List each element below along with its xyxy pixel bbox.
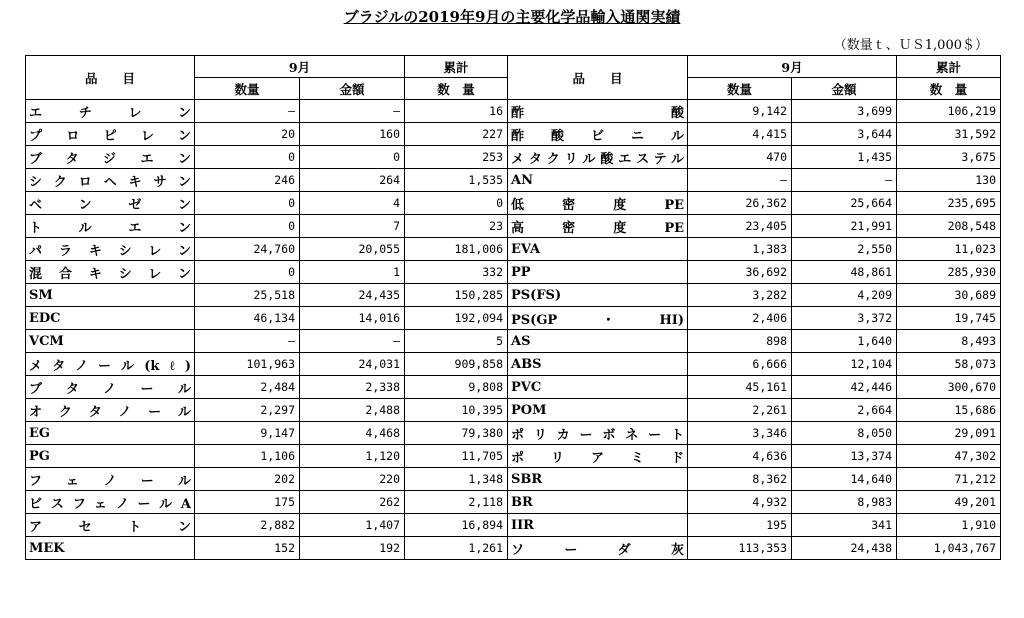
quantity-cell: 101,963: [195, 353, 300, 376]
cumulative-cell: 23: [405, 215, 508, 238]
header-cumulative-left: 累計: [405, 56, 508, 78]
amount-cell: 1,435: [792, 146, 897, 169]
item-name: PP: [508, 261, 688, 284]
cumulative-cell: 58,073: [897, 353, 1001, 376]
cumulative-cell: 10,395: [405, 399, 508, 422]
cumulative-cell: 181,006: [405, 238, 508, 261]
item-name: ソーダ灰: [508, 537, 688, 560]
cumulative-cell: 30,689: [897, 284, 1001, 307]
cumulative-cell: 208,548: [897, 215, 1001, 238]
header-item-left: 品 目: [26, 56, 195, 100]
cumulative-cell: 253: [405, 146, 508, 169]
item-name: トルエン: [26, 215, 195, 238]
quantity-cell: 20: [195, 123, 300, 146]
quantity-cell: 2,406: [688, 307, 792, 330]
quantity-cell: 202: [195, 468, 300, 491]
cumulative-cell: 192,094: [405, 307, 508, 330]
cumulative-cell: 19,745: [897, 307, 1001, 330]
item-name: BR: [508, 491, 688, 514]
cumulative-cell: 49,201: [897, 491, 1001, 514]
cumulative-cell: 3,675: [897, 146, 1001, 169]
quantity-cell: 4,932: [688, 491, 792, 514]
quantity-cell: 2,882: [195, 514, 300, 537]
header-amount-left: 金額: [300, 78, 405, 100]
cumulative-cell: 0: [405, 192, 508, 215]
table-row: [26, 491, 1001, 514]
item-name: AN: [508, 169, 688, 192]
item-name: オクタノール: [26, 399, 195, 422]
amount-cell: 1,407: [300, 514, 405, 537]
header-cum-quantity-right: 数 量: [897, 78, 1001, 100]
item-name: VCM: [26, 330, 195, 353]
header-item-right: 品 目: [508, 56, 688, 100]
amount-cell: 24,435: [300, 284, 405, 307]
item-name: AS: [508, 330, 688, 353]
unit-note: （数量ｔ、ＵＳ1,000＄）: [833, 38, 988, 53]
item-name: PS(GP・HI): [508, 307, 688, 330]
header-month-left: 9月: [195, 56, 405, 78]
quantity-cell: 4,636: [688, 445, 792, 468]
import-table: [25, 55, 1001, 560]
amount-cell: 3,699: [792, 100, 897, 123]
quantity-cell: 0: [195, 146, 300, 169]
amount-cell: 25,664: [792, 192, 897, 215]
quantity-cell: 2,261: [688, 399, 792, 422]
cumulative-cell: 150,285: [405, 284, 508, 307]
quantity-cell: —: [195, 330, 300, 353]
item-name: アセトン: [26, 514, 195, 537]
item-name: パラキシレン: [26, 238, 195, 261]
item-name: SM: [26, 284, 195, 307]
quantity-cell: 2,484: [195, 376, 300, 399]
quantity-cell: 0: [195, 261, 300, 284]
item-name: メタクリル酸エステル: [508, 146, 688, 169]
cumulative-cell: 2,118: [405, 491, 508, 514]
cumulative-cell: 47,302: [897, 445, 1001, 468]
table-row: [26, 192, 1001, 215]
amount-cell: 2,488: [300, 399, 405, 422]
header-cum-quantity-left: 数 量: [405, 78, 508, 100]
table-row: [26, 330, 1001, 353]
table-row: [26, 146, 1001, 169]
table-row: [26, 169, 1001, 192]
cumulative-cell: 79,380: [405, 422, 508, 445]
table-row: [26, 537, 1001, 560]
quantity-cell: 113,353: [688, 537, 792, 560]
cumulative-cell: 1,348: [405, 468, 508, 491]
amount-cell: 8,050: [792, 422, 897, 445]
amount-cell: 4: [300, 192, 405, 215]
item-name: エチレン: [26, 100, 195, 123]
quantity-cell: 9,147: [195, 422, 300, 445]
quantity-cell: 175: [195, 491, 300, 514]
table-row: [26, 468, 1001, 491]
quantity-cell: 898: [688, 330, 792, 353]
item-name: ABS: [508, 353, 688, 376]
quantity-cell: 1,106: [195, 445, 300, 468]
item-name: EDC: [26, 307, 195, 330]
quantity-cell: 470: [688, 146, 792, 169]
item-name: メタノール(kℓ): [26, 353, 195, 376]
header-cumulative-right: 累計: [897, 56, 1001, 78]
item-name: ポリアミド: [508, 445, 688, 468]
amount-cell: 42,446: [792, 376, 897, 399]
item-name: ポリカーボネート: [508, 422, 688, 445]
item-name: EVA: [508, 238, 688, 261]
item-name: ビスフェノールA: [26, 491, 195, 514]
amount-cell: 48,861: [792, 261, 897, 284]
quantity-cell: 3,346: [688, 422, 792, 445]
amount-cell: 4,468: [300, 422, 405, 445]
cumulative-cell: 106,219: [897, 100, 1001, 123]
cumulative-cell: 8,493: [897, 330, 1001, 353]
amount-cell: 14,016: [300, 307, 405, 330]
quantity-cell: 24,760: [195, 238, 300, 261]
amount-cell: 264: [300, 169, 405, 192]
table-row: [26, 445, 1001, 468]
amount-cell: 7: [300, 215, 405, 238]
table-body: [26, 100, 1001, 560]
quantity-cell: 45,161: [688, 376, 792, 399]
quantity-cell: —: [195, 100, 300, 123]
page-title: ブラジルの2019年9月の主要化学品輸入通関実績: [343, 8, 681, 26]
cumulative-cell: 1,910: [897, 514, 1001, 537]
cumulative-cell: 15,686: [897, 399, 1001, 422]
cumulative-cell: 235,695: [897, 192, 1001, 215]
table-row: [26, 261, 1001, 284]
quantity-cell: 6,666: [688, 353, 792, 376]
cumulative-cell: 1,535: [405, 169, 508, 192]
quantity-cell: 195: [688, 514, 792, 537]
quantity-cell: 8,362: [688, 468, 792, 491]
quantity-cell: 36,692: [688, 261, 792, 284]
item-name: ブタジエン: [26, 146, 195, 169]
amount-cell: 1,640: [792, 330, 897, 353]
item-name: 酢酸: [508, 100, 688, 123]
quantity-cell: 4,415: [688, 123, 792, 146]
amount-cell: 341: [792, 514, 897, 537]
header-month-right: 9月: [688, 56, 897, 78]
cumulative-cell: 71,212: [897, 468, 1001, 491]
cumulative-cell: 9,808: [405, 376, 508, 399]
cumulative-cell: 300,670: [897, 376, 1001, 399]
item-name: 混合キシレン: [26, 261, 195, 284]
table-row: [26, 376, 1001, 399]
amount-cell: 2,664: [792, 399, 897, 422]
amount-cell: 14,640: [792, 468, 897, 491]
amount-cell: 4,209: [792, 284, 897, 307]
amount-cell: 21,991: [792, 215, 897, 238]
quantity-cell: 25,518: [195, 284, 300, 307]
item-name: IIR: [508, 514, 688, 537]
cumulative-cell: 1,043,767: [897, 537, 1001, 560]
item-name: PG: [26, 445, 195, 468]
item-name: 低密度PE: [508, 192, 688, 215]
amount-cell: 1,120: [300, 445, 405, 468]
amount-cell: 8,983: [792, 491, 897, 514]
cumulative-cell: 1,261: [405, 537, 508, 560]
amount-cell: 13,374: [792, 445, 897, 468]
quantity-cell: 9,142: [688, 100, 792, 123]
quantity-cell: 46,134: [195, 307, 300, 330]
amount-cell: 262: [300, 491, 405, 514]
quantity-cell: —: [688, 169, 792, 192]
quantity-cell: 23,405: [688, 215, 792, 238]
amount-cell: —: [300, 100, 405, 123]
table-row: [26, 238, 1001, 261]
item-name: EG: [26, 422, 195, 445]
header-quantity-right: 数量: [688, 78, 792, 100]
item-name: MEK: [26, 537, 195, 560]
table-row: [26, 100, 1001, 123]
quantity-cell: 1,383: [688, 238, 792, 261]
item-name: シクロヘキサン: [26, 169, 195, 192]
cumulative-cell: 5: [405, 330, 508, 353]
table-row: [26, 514, 1001, 537]
amount-cell: 12,104: [792, 353, 897, 376]
amount-cell: 2,550: [792, 238, 897, 261]
quantity-cell: 0: [195, 215, 300, 238]
item-name: プロピレン: [26, 123, 195, 146]
table-row: [26, 284, 1001, 307]
cumulative-cell: 11,023: [897, 238, 1001, 261]
quantity-cell: 2,297: [195, 399, 300, 422]
item-name: POM: [508, 399, 688, 422]
amount-cell: —: [300, 330, 405, 353]
header-quantity-left: 数量: [195, 78, 300, 100]
quantity-cell: 0: [195, 192, 300, 215]
cumulative-cell: 332: [405, 261, 508, 284]
amount-cell: 220: [300, 468, 405, 491]
header-amount-right: 金額: [792, 78, 897, 100]
amount-cell: 24,031: [300, 353, 405, 376]
cumulative-cell: 285,930: [897, 261, 1001, 284]
item-name: 高密度PE: [508, 215, 688, 238]
quantity-cell: 3,282: [688, 284, 792, 307]
cumulative-cell: 909,858: [405, 353, 508, 376]
amount-cell: 3,644: [792, 123, 897, 146]
cumulative-cell: 16,894: [405, 514, 508, 537]
item-name: PVC: [508, 376, 688, 399]
item-name: フェノール: [26, 468, 195, 491]
amount-cell: 192: [300, 537, 405, 560]
item-name: ブタノール: [26, 376, 195, 399]
quantity-cell: 26,362: [688, 192, 792, 215]
amount-cell: 160: [300, 123, 405, 146]
quantity-cell: 246: [195, 169, 300, 192]
item-name: PS(FS): [508, 284, 688, 307]
cumulative-cell: 130: [897, 169, 1001, 192]
item-name: ベンゼン: [26, 192, 195, 215]
table-row: [26, 399, 1001, 422]
amount-cell: 2,338: [300, 376, 405, 399]
cumulative-cell: 11,705: [405, 445, 508, 468]
table-row: [26, 353, 1001, 376]
amount-cell: 1: [300, 261, 405, 284]
amount-cell: 20,055: [300, 238, 405, 261]
table-row: [26, 307, 1001, 330]
table-row: [26, 215, 1001, 238]
cumulative-cell: 227: [405, 123, 508, 146]
amount-cell: 0: [300, 146, 405, 169]
table-row: [26, 123, 1001, 146]
quantity-cell: 152: [195, 537, 300, 560]
item-name: 酢酸ビニル: [508, 123, 688, 146]
amount-cell: 3,372: [792, 307, 897, 330]
item-name: SBR: [508, 468, 688, 491]
amount-cell: 24,438: [792, 537, 897, 560]
amount-cell: —: [792, 169, 897, 192]
cumulative-cell: 16: [405, 100, 508, 123]
table-row: [26, 422, 1001, 445]
cumulative-cell: 31,592: [897, 123, 1001, 146]
cumulative-cell: 29,091: [897, 422, 1001, 445]
